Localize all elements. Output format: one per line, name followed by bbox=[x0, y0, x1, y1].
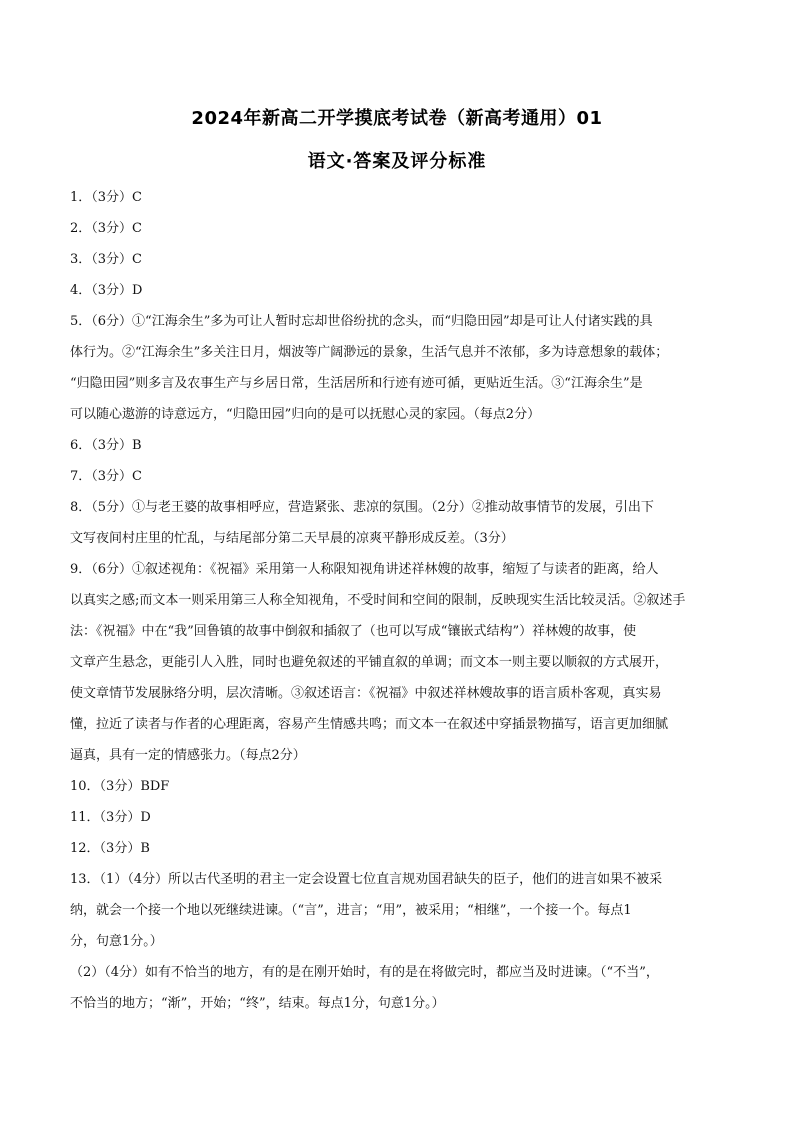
answer-line: 9．（6分）①叙述视角：《祝福》采用第一人称限知视角讲述祥林嫂的故事，缩短了与读者的距离，给人 bbox=[70, 562, 659, 577]
answer-line: 1．（3分）C bbox=[70, 190, 142, 205]
answer-line: 6．（3分）B bbox=[70, 438, 142, 453]
answer-line: 11．（3分）D bbox=[70, 810, 151, 825]
answer-line: 文写夜间村庄里的忙乱，与结尾部分第二天早晨的凉爽平静形成反差。（3分） bbox=[70, 531, 514, 546]
answer-line: 10．（3分）BDF bbox=[70, 779, 170, 794]
document-subtitle: 语文·答案及评分标准 bbox=[307, 151, 487, 172]
answer-line: 13．（1）（4分）所以古代圣明的君主一定会设置七位直言规劝国君缺失的臣子，他们的进言如果不被采 bbox=[70, 872, 663, 887]
answer-item bbox=[70, 833, 730, 864]
answer-line: 3．（3分）C bbox=[70, 252, 142, 267]
answer-line: 2．（3分）C bbox=[70, 221, 142, 236]
answer-line: 12．（3分）B bbox=[70, 841, 150, 856]
answer-line: 5．（6分）①“江海余生”多为可让人暂时忘却世俗纷扰的念头，而“归隐田园”却是可让人付诸实践的具 bbox=[70, 314, 653, 329]
answer-line: 可以随心遨游的诗意远方，“归隐田园”归向的是可以抚慰心灵的家园。（每点2分） bbox=[70, 407, 541, 422]
answer-item bbox=[70, 554, 730, 771]
answer-item bbox=[70, 864, 730, 1019]
answer-line: 不恰当的地方；“渐”，开始；“终”，结束。每点1分，句意1分。） bbox=[70, 996, 445, 1011]
answer-item bbox=[70, 492, 730, 554]
answer-line: 8．（5分）①与老王婆的故事相呼应，营造紧张、悲凉的氛围。（2分）②推动故事情节的发展，引出下 bbox=[70, 500, 654, 515]
answer-line: 文章产生悬念，更能引人入胜，同时也避免叙述的平铺直叙的单调；而文本一则主要以顺叙的方式展开， bbox=[70, 655, 669, 670]
answer-item bbox=[70, 275, 730, 306]
answer-item bbox=[70, 182, 730, 213]
answer-item bbox=[70, 430, 730, 461]
answer-line: 体行为。②“江海余生”多关注日月，烟波等广阔渺远的景象，生活气息并不浓郁，多为诗意想象的载体； bbox=[70, 345, 669, 360]
answer-item bbox=[70, 802, 730, 833]
answer-list bbox=[70, 182, 730, 1019]
answer-line: 懂，拉近了读者与作者的心理距离，容易产生情感共鸣；而文本一在叙述中穿插景物描写，语言更加细腻 bbox=[70, 717, 669, 732]
answer-item bbox=[70, 244, 730, 275]
answer-line: 纳，就会一个接一个地以死继续进谏。（“言”，进言；“用”，被采用；“相继”，一个接一个。每点1 bbox=[70, 903, 632, 918]
answer-line: 使文章情节发展脉络分明，层次清晰。③叙述语言：《祝福》中叙述祥林嫂故事的语言质朴客观，真实易 bbox=[70, 686, 662, 701]
answer-line: “归隐田园”则多言及农事生产与乡居日常，生活居所和行迹有迹可循，更贴近生活。③“江海余生”是 bbox=[70, 376, 643, 391]
answer-line: 以真实之感;而文本一则采用第三人称全知视角，不受时间和空间的限制，反映现实生活比较灵活。②叙述手 bbox=[70, 593, 686, 608]
answer-item bbox=[70, 771, 730, 802]
answer-item bbox=[70, 306, 730, 430]
document-title: 2024年新高二开学摸底考试卷（新高考通用）01 bbox=[191, 108, 603, 129]
answer-line: （2）（4分）如有不恰当的地方，有的是在刚开始时，有的是在将做完时，都应当及时进谏。（“不当”， bbox=[70, 965, 659, 980]
answer-line: 分，句意1分。） bbox=[70, 934, 163, 949]
answer-item bbox=[70, 213, 730, 244]
answer-line: 7．（3分）C bbox=[70, 469, 142, 484]
answer-line: 法：《祝福》中在“我”回鲁镇的故事中倒叙和插叙了（也可以写成“镶嵌式结构”）祥林嫂的故事，使 bbox=[70, 624, 637, 639]
answer-line: 4．（3分）D bbox=[70, 283, 143, 298]
answer-line: 逼真，具有一定的情感张力。（每点2分） bbox=[70, 748, 306, 763]
answer-item bbox=[70, 461, 730, 492]
